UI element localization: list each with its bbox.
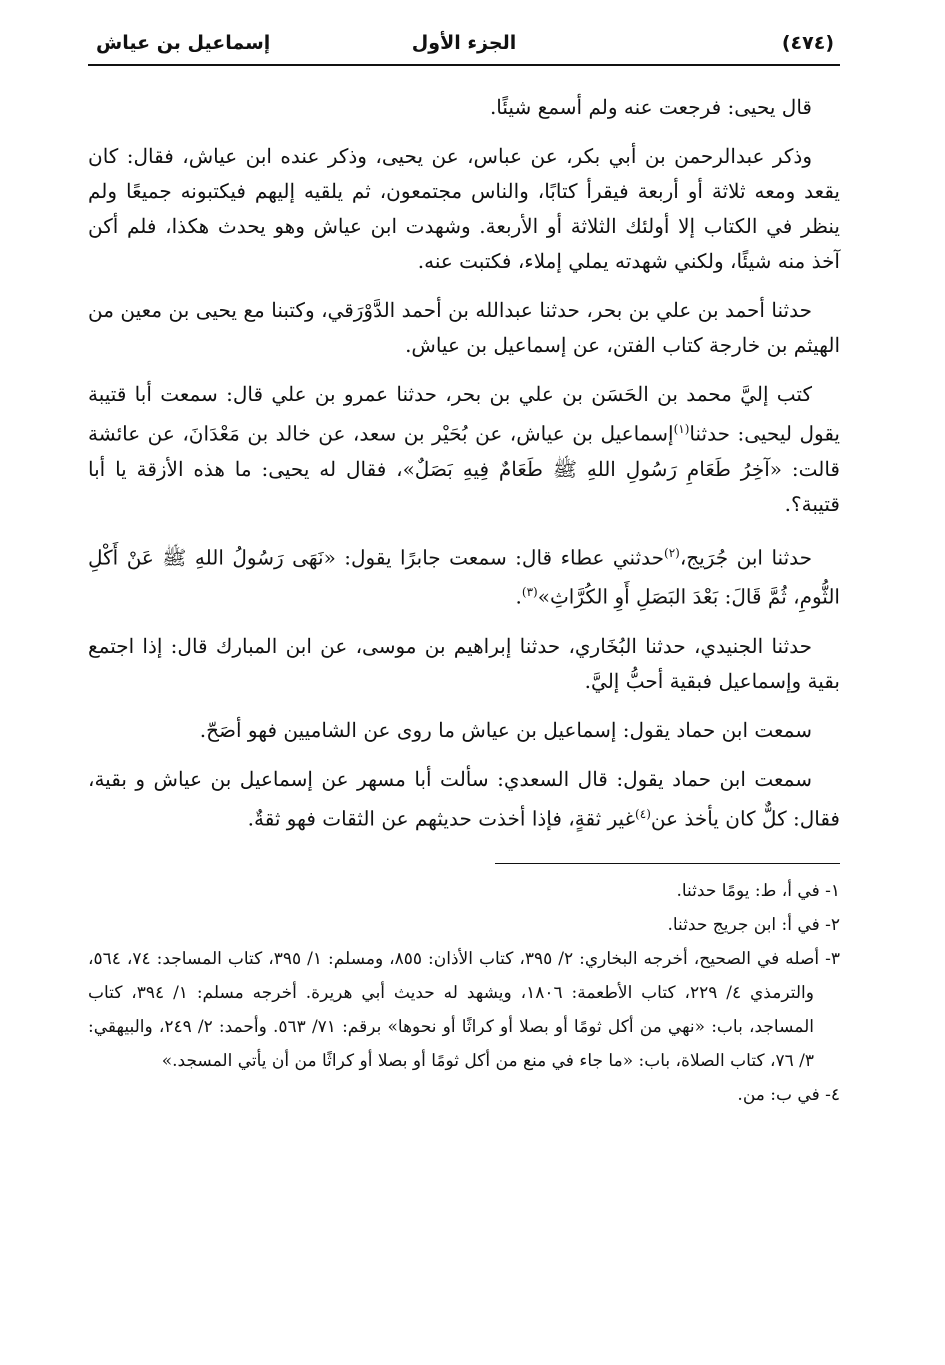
footnote-ref-3[interactable]: (٣) — [521, 585, 538, 600]
paragraph-1: قال يحيى: فرجعت عنه ولم أسمع شيئًا. — [489, 95, 812, 119]
paragraph-4: كتب إليَّ محمد بن الحَسَن بن علي بن بحر، حدثنا عمرو بن علي قال: سمعت أبا قتيبة يقول ليحيى: حدثنا$^{(١)}$إسماعيل بن عياش، عن بُحَيْر بن سعد، عن خالد بن مَعْدَانَ، عن عائشة قالت: «آخِرُ طَعَامِ رَسُولِ اللهِ ﷺ طَعَامٌ فِيهِ بَصَلٌ»، فقال له يحيى: ما هذه الأزقة يا أبا قتيبة؟. — [88, 382, 840, 516]
footnote-3: ٣- أصله في الصحيح، أخرجه البخاري: ٢/ ٣٩٥، كتاب الأذان: ٨٥٥، ومسلم: ١/ ٣٩٥، كتاب المساجد: ٧٤، ٥٦٤، والترمذي ٤/ ٢٢٩، كتاب الأطعمة: ١٨٠٦، ويشهد له حديث أبي هريرة. أخرجه مسلم: ١/ ٣٩٤، كتاب المساجد، باب: «نهي من أكل ثومًا أو بصلا أو كراثًا أو نحوها» برقم: ٧١/ ٥٦٣. وأحمد: ٢/ ٢٤٩، والبيهقي: ٣/ ٧٦، كتاب الصلاة، باب: «ما جاء في منع من أكل ثومًا أو بصلا أو كراثًا من أن يأتي المسجد.» — [88, 948, 841, 1071]
page-number: (٤٧٤) — [781, 32, 834, 54]
paragraph-6: حدثنا الجنيدي، حدثنا البُخَاري، حدثنا إبراهيم بن موسى، عن ابن المبارك قال: إذا اجتمع بقية وإسماعيل فبقية أحبُّ إليَّ. — [88, 633, 840, 693]
paragraph-7: سمعت ابن حماد يقول: إسماعيل بن عياش ما روى عن الشاميين فهو أصَحّ. — [199, 717, 812, 742]
paragraph-5: حدثنا ابن جُرَيج،$^{(٢)}$حدثني عطاء قال: سمعت جابرًا يقول: «نَهَى رَسُولُ اللهِ ﷺ عَنْ أَكْلِ الثُّومِ، ثُمَّ قَالَ: بَعْدَ البَصَلِ أَوِ الكُرَّاثِ»$^{(٣)}$. — [88, 545, 840, 609]
page-header — [88, 22, 840, 64]
main-text — [88, 90, 840, 837]
footnote-separator — [495, 863, 840, 864]
part-title: الجزء الأول — [411, 32, 517, 54]
footnote-4: ٤- في ب: من. — [737, 1084, 840, 1105]
paragraph-8: سمعت ابن حماد يقول: قال السعدي: سألت أبا مسهر عن إسماعيل بن عياش و بقية، فقال: كلٌّ كان يأخذ عن$^{(٤)}$غير ثقةٍ، فإذا أخذت حديثهم عن الثقات فهو ثقةٌ. — [88, 766, 840, 831]
paragraph-2: وذكر عبدالرحمن بن أبي بكر، عن عباس، عن يحيى، وذكر عنده ابن عياش، فقال: كان يقعد ومعه ثلاثة أو أربعة فيقرأ كتابًا، والناس مجتمعون، ثم يلقيه إليهم فيكتبونه جميعًا ولم ينظر في الكتاب إلا أولئك الثلاثة أو الأربعة. وشهدت ابن عياش وهو يحدث هكذا، فلم أكن آخذ منه شيئًا، ولكني شهدته يملي إملاء، فكتبت عنه. — [88, 144, 841, 273]
paragraph-3: حدثنا أحمد بن علي بن بحر، حدثنا عبدالله بن أحمد الدَّوْرَقي، وكتبنا مع يحيى بن معين من الهيثم بن خارجة كتاب الفتن، عن إسماعيل بن عياش. — [88, 298, 840, 357]
footnote-1: ١- في أ، ط: يومًا حدثنا. — [676, 880, 840, 901]
footnotes — [88, 874, 840, 1112]
footnote-ref-2[interactable]: (٢) — [664, 545, 680, 560]
book-page — [88, 22, 840, 1332]
footnote-ref-1[interactable]: (١) — [673, 422, 690, 436]
running-title: إسماعيل بن عياش — [96, 32, 271, 54]
footnote-2: ٢- في أ: ابن جريج حدثنا. — [667, 914, 840, 935]
footnote-ref-4[interactable]: (٤) — [635, 806, 651, 821]
header-rule — [88, 64, 840, 66]
